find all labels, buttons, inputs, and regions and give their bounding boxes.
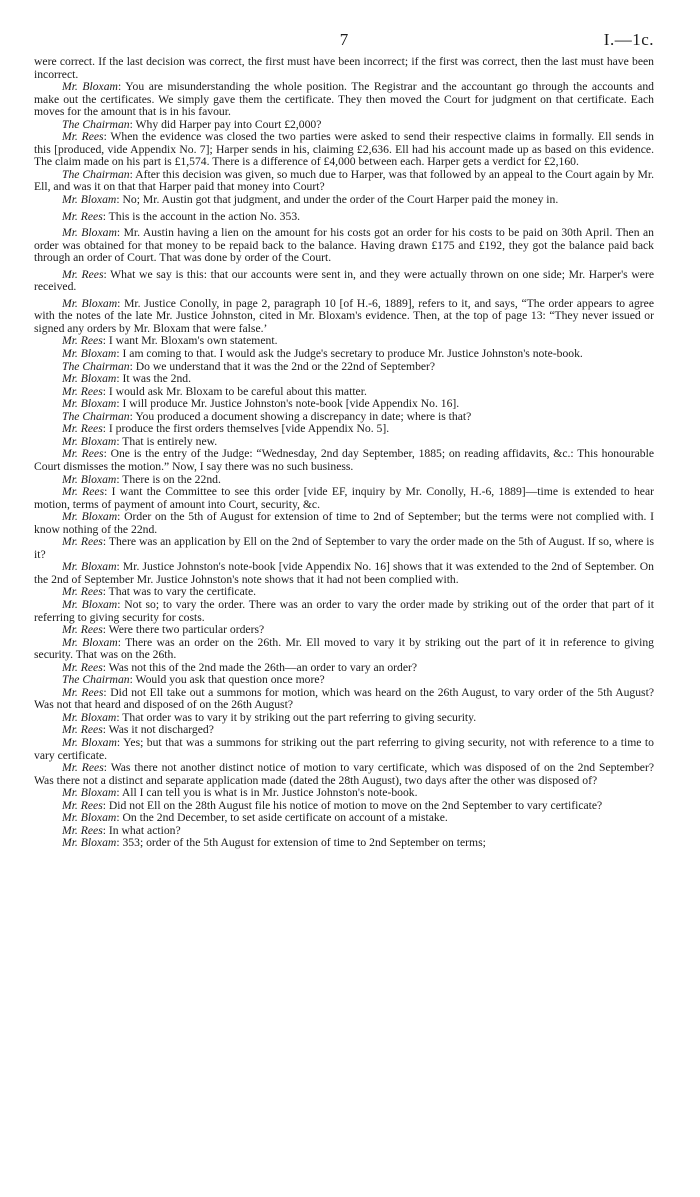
speech-text: That was to vary the certificate. [108, 585, 257, 599]
transcript-paragraph: Mr. Rees: Did not Ell take out a summons for motion, which was heard on the 26th August, to vary order of the 5th August? Was not that heard and disposed of on the 26th August? [34, 685, 654, 712]
speaker-name: Mr. Rees [62, 422, 103, 436]
transcript-paragraph: Mr. Rees: Was it not discharged? [62, 723, 214, 737]
transcript-paragraph: Mr. Bloxam: There was an order on the 26th. Mr. Ell moved to vary it by striking out the part of it in reference to giving security. That was on the 26th. [34, 635, 654, 662]
speaker-name: The Chairman [62, 117, 130, 131]
transcript-paragraph: Mr. Rees: I produce the first orders themselves [vide Appendix No. 5]. [62, 422, 390, 436]
speaker-name: Mr. Bloxam [62, 80, 118, 94]
speaker-name: Mr. Bloxam [62, 510, 118, 524]
speaker-name: Mr. Bloxam [62, 226, 117, 240]
speech-text: All I can tell you is what is in Mr. Justice Johnston's note-book. [121, 786, 418, 800]
transcript-paragraph: Mr. Bloxam: You are misunderstanding the whole position. The Registrar and the accountant go through the accounts and make out the certificates. We simply gave them the certificate. They then moved the Court for judgment on that certificate. Each moves for the amount that is in his favour. [34, 80, 654, 119]
speech-text: Mr. Justice Johnston's note-book [vide Appendix No. 16] shows that it was extended to the 2nd of September. On the 2nd of September Mr. Justice Johnston's note shows that it had not been complied with. [34, 560, 654, 586]
speech-text: Not so; to vary the order. There was an order to vary the order made by striking out of the order that part of it referring to giving security for costs. [34, 597, 654, 624]
speech-text: What we say is this: that our accounts were sent in, and they were actually thrown on one side; Mr. Harper's were received. [34, 267, 654, 294]
speech-text: I produce the first orders themselves [vide Appendix No. 5]. [108, 422, 390, 436]
speaker-name: Mr. Bloxam [62, 597, 118, 611]
speaker-name: Mr. Bloxam [62, 296, 118, 310]
speaker-name: Mr. Rees [62, 685, 104, 699]
speaker-name: The Chairman [62, 167, 130, 181]
transcript-paragraph: Mr. Bloxam: I will produce Mr. Justice Johnston's note-book [vide Appendix No. 16]. [62, 397, 460, 411]
transcript-paragraph: Mr. Bloxam: Mr. Justice Conolly, in page 2, paragraph 10 [of H.-6, 1889], refers to it, and says, “The order appears to agree with the notes of the late Mr. Justice Johnston, cited in Mr. Bloxam's evidence. Then, at the top of page 13: “They never issued or signed any orders by Mr. Bloxam that were false.’ [34, 296, 654, 335]
page-reference: I.—1c. [603, 30, 654, 49]
speech-text: No; Mr. Austin got that judgment, and under the order of the Court Harper paid the money in. [122, 193, 559, 207]
speaker-name: The Chairman [62, 359, 130, 373]
speech-text: One is the entry of the Judge: “Wednesday, 2nd day September, 1885; on reading affidavits, &c.: This honourable Court dismisses the motion.” Now, I say there was no such business. [34, 447, 654, 473]
transcript-paragraph: Mr. Rees: That was to vary the certificate. [62, 585, 257, 599]
transcript-paragraph: Mr. Rees: I want the Committee to see this order [vide EF, inquiry by Mr. Conolly, H.-6, 1889]—time is extended to hear motion, terms of payment of amount into Court, security, &c. [34, 485, 654, 511]
speaker-name: Mr. Bloxam [62, 472, 117, 486]
speech-text: I would ask Mr. Bloxam to be careful about this matter. [108, 384, 367, 398]
speaker-name: The Chairman [62, 409, 130, 423]
transcript-paragraph [34, 56, 654, 81]
transcript-paragraph: Mr. Rees: This is the account in the action No. 353. [62, 209, 301, 223]
speech-text: Were there two particular orders? [108, 623, 265, 637]
transcript-paragraph: Mr. Rees: One is the entry of the Judge: “Wednesday, 2nd day September, 1885; on reading affidavits, &c.: This honourable Court dismisses the motion.” Now, I say there was no such business. [34, 447, 654, 473]
transcript-paragraph: Mr. Bloxam: Yes; but that was a summons for striking out the part referring to giving security, not with reference to a time to vary certificate. [34, 735, 654, 762]
transcript-paragraph: The Chairman: Why did Harper pay into Court £2,000? [62, 117, 322, 131]
transcript-paragraph: Mr. Rees: I want Mr. Bloxam's own statement. [62, 334, 278, 348]
transcript-paragraph: Mr. Rees: There was an application by Ell on the 2nd of September to vary the order made on the 5th of August. If so, where is it? [34, 535, 655, 561]
speaker-name: Mr. Bloxam [62, 710, 117, 724]
transcript-paragraph: The Chairman: Would you ask that question once more? [62, 673, 325, 687]
speech-text: After this decision was given, so much due to Harper, was that followed by an appeal to the Court again by Mr. Ell, and was it on that that Harper paid that money into Court? [34, 167, 654, 194]
speech-text: I am coming to that. I would ask the Judge's secretary to produce Mr. Justice Johnston's note-book. [122, 347, 583, 361]
speaker-name: Mr. Bloxam [62, 372, 117, 386]
speaker-name: Mr. Bloxam [62, 434, 117, 448]
speaker-name: Mr. Bloxam [62, 786, 117, 800]
speech-text: 353; order of the 5th August for extension of time to 2nd September on terms; [122, 836, 486, 850]
speaker-name: Mr. Bloxam [62, 635, 118, 649]
speech-text: Yes; but that was a summons for striking out the part referring to giving security, not with reference to a time to vary certificate. [34, 735, 654, 762]
transcript-paragraph: Mr. Rees: Was not this of the 2nd made the 26th—an order to vary an order? [62, 660, 418, 674]
page-number: 7 [339, 30, 349, 49]
speaker-name: Mr. Rees [62, 761, 104, 775]
page-header [34, 30, 654, 52]
transcript-paragraph: Mr. Bloxam: It was the 2nd. [62, 372, 192, 386]
speaker-name: Mr. Rees [62, 334, 103, 348]
speaker-name: Mr. Rees [62, 585, 103, 599]
transcript-paragraph: Mr. Rees: I would ask Mr. Bloxam to be careful about this matter. [62, 384, 367, 398]
transcript-paragraph: Mr. Rees: Was there not another distinct notice of motion to vary certificate, which was disposed of on the 2nd September? Was there not a distinct and separate application made (dated the 28th August), two days after the other was disposed of? [34, 761, 654, 787]
speech-text: Mr. Austin having a lien on the amount for his costs got an order for his costs to be paid on 30th April. Then an order was obtained for that money to be repaid back to the balance. Having drawn £175 and £192, they got the balance paid back through an order of Court. That was done by order of the Court. [34, 226, 654, 265]
transcript-paragraph: Mr. Rees: Were there two particular orders? [62, 623, 265, 637]
speech-text: were correct. If the last decision was correct, the first must have been incorrect; if the first was correct, then the last must have been incorrect. [34, 55, 654, 81]
speech-text: Do we understand that it was the 2nd or the 22nd of September? [135, 359, 436, 373]
transcript-paragraph: Mr. Bloxam: That order was to vary it by striking out the part referring to giving security. [62, 710, 477, 724]
speaker-name: Mr. Rees [62, 267, 104, 281]
speech-text: You produced a document showing a discrepancy in date; where is that? [135, 409, 472, 423]
transcript-paragraph: Mr. Bloxam: Not so; to vary the order. There was an order to vary the order made by striking out of the order that part of it referring to giving security for costs. [34, 597, 654, 624]
transcript-body [34, 56, 654, 850]
transcript-paragraph: Mr. Bloxam: Mr. Austin having a lien on the amount for his costs got an order for his costs to be paid on 30th April. Then an order was obtained for that money to be repaid back to the balance. Having drawn £175 and £192, they got the balance paid back through an order of Court. That was done by order of the Court. [34, 226, 654, 265]
speaker-name: Mr. Bloxam [62, 193, 117, 207]
speech-text: You are misunderstanding the whole position. The Registrar and the accountant go through the accounts and make out the certificates. We simply gave them the certificate. They then moved the Court for judgment on that certificate. Each moves for the amount that is in his favour. [34, 80, 654, 119]
speech-text: Was not this of the 2nd made the 26th—an order to vary an order? [108, 660, 418, 674]
speech-text: There was an application by Ell on the 2nd of September to vary the order made on the 5th of August. If so, where is it? [34, 535, 655, 561]
speaker-name: Mr. Bloxam [62, 347, 117, 361]
speech-text: Order on the 5th of August for extension of time to 2nd of September; but the terms were not complied with. I know nothing of the 22nd. [34, 510, 654, 536]
speaker-name: Mr. Rees [62, 485, 105, 499]
speech-text: It was the 2nd. [122, 372, 192, 386]
speaker-name: The Chairman [62, 673, 130, 687]
transcript-paragraph: Mr. Bloxam: On the 2nd December, to set aside certificate on account of a mistake. [62, 811, 448, 825]
transcript-paragraph: Mr. Rees: What we say is this: that our accounts were sent in, and they were actually thrown on one side; Mr. Harper's were received. [34, 267, 654, 294]
speaker-name: Mr. Bloxam [62, 735, 117, 749]
speaker-name: Mr. Bloxam [62, 560, 117, 574]
transcript-paragraph: Mr. Bloxam: Mr. Justice Johnston's note-book [vide Appendix No. 16] shows that it was extended to the 2nd of September. On the 2nd of September Mr. Justice Johnston's note shows that it had not been complied with. [34, 560, 654, 586]
speaker-name: Mr. Rees [62, 623, 103, 637]
transcript-paragraph: The Chairman: After this decision was given, so much due to Harper, was that followed by an appeal to the Court again by Mr. Ell, and was it on that that Harper paid that money into Court? [34, 167, 654, 194]
speech-text: I want Mr. Bloxam's own statement. [108, 334, 278, 348]
transcript-paragraph: The Chairman: You produced a document showing a discrepancy in date; where is that? [62, 409, 472, 423]
speech-text: Was it not discharged? [108, 723, 214, 737]
speech-text: That is entirely new. [122, 434, 218, 448]
transcript-paragraph: Mr. Bloxam: All I can tell you is what is in Mr. Justice Johnston's note-book. [62, 786, 418, 800]
speaker-name: Mr. Rees [62, 660, 103, 674]
speaker-name: Mr. Rees [62, 798, 103, 812]
speech-text: On the 2nd December, to set aside certificate on account of a mistake. [122, 811, 448, 825]
speaker-name: Mr. Bloxam [62, 397, 117, 411]
speech-text: There is on the 22nd. [122, 472, 221, 486]
speaker-name: Mr. Rees [62, 447, 104, 461]
transcript-paragraph: Mr. Bloxam: I am coming to that. I would ask the Judge's secretary to produce Mr. Justice Johnston's note-book. [62, 347, 583, 361]
transcript-paragraph: Mr. Bloxam: 353; order of the 5th August for extension of time to 2nd September on terms; [62, 836, 486, 850]
speech-text: Did not Ell on the 28th August file his notice of motion to move on the 2nd September to vary certificate? [108, 798, 603, 812]
transcript-paragraph: Mr. Bloxam: Order on the 5th of August for extension of time to 2nd of September; but the terms were not complied with. I know nothing of the 22nd. [34, 510, 654, 536]
speech-text: When the evidence was closed the two parties were asked to send their respective claims in formally. Ell sends in this [produced, vide Appendix No. 7]; Harper sends in his, claiming £2,636. Ell had his account made up as based on this evidence. The claim made on his part is £1,574. There is a difference of £4,000 between each. Harper gets a verdict for £2,160. [34, 130, 655, 169]
speaker-name: Mr. Rees [62, 535, 103, 549]
transcript-paragraph: Mr. Bloxam: There is on the 22nd. [62, 472, 221, 486]
transcript-paragraph: Mr. Bloxam: That is entirely new. [62, 434, 218, 448]
speech-text: That order was to vary it by striking out the part referring to giving security. [122, 710, 477, 724]
transcript-paragraph: Mr. Rees: Did not Ell on the 28th August file his notice of motion to move on the 2nd September to vary certificate? [62, 798, 603, 812]
speech-text: This is the account in the action No. 353. [108, 209, 301, 223]
speaker-name: Mr. Rees [62, 723, 103, 737]
speaker-name: Mr. Bloxam [62, 811, 117, 825]
speech-text: Was there not another distinct notice of motion to vary certificate, which was disposed of on the 2nd September? Was there not a distinct and separate application made (dated the 28th August), two days after the other was disposed of? [34, 761, 654, 787]
transcript-paragraph: The Chairman: Do we understand that it was the 2nd or the 22nd of September? [62, 359, 436, 373]
transcript-paragraph: Mr. Bloxam: No; Mr. Austin got that judgment, and under the order of the Court Harper paid the money in. [62, 193, 559, 207]
speech-text: Mr. Justice Conolly, in page 2, paragraph 10 [of H.-6, 1889], refers to it, and says, “The order appears to agree with the notes of the late Mr. Justice Johnston, cited in Mr. Bloxam's evidence. Then, at the top of page 13: “They never issued or signed any orders by Mr. Bloxam that were false.’ [34, 296, 654, 335]
transcript-paragraph: Mr. Rees: In what action? [62, 823, 181, 837]
speech-text: I will produce Mr. Justice Johnston's note-book [vide Appendix No. 16]. [122, 397, 460, 411]
speech-text: In what action? [108, 823, 181, 837]
speaker-name: Mr. Rees [62, 823, 103, 837]
transcript-paragraph: Mr. Rees: When the evidence was closed the two parties were asked to send their respective claims in formally. Ell sends in this [produced, vide Appendix No. 7]; Harper sends in his, claiming £2,636. Ell had his account made up as based on this evidence. The claim made on his part is £1,574. There is a difference of £4,000 between each. Harper gets a verdict for £2,160. [34, 130, 655, 169]
speech-text: Did not Ell take out a summons for motion, which was heard on the 26th August, to vary order of the 5th August? Was not that heard and disposed of on the 26th August? [34, 685, 654, 712]
speech-text: Would you ask that question once more? [135, 673, 325, 687]
speaker-name: Mr. Rees [62, 130, 104, 144]
speaker-name: Mr. Bloxam [62, 836, 117, 850]
speaker-name: Mr. Rees [62, 384, 103, 398]
speech-text: Why did Harper pay into Court £2,000? [135, 117, 322, 131]
speech-text: I want the Committee to see this order [vide EF, inquiry by Mr. Conolly, H.-6, 1889]—time is extended to hear motion, terms of payment of amount into Court, security, &c. [34, 485, 654, 511]
speaker-name: Mr. Rees [62, 209, 103, 223]
speech-text: There was an order on the 26th. Mr. Ell moved to vary it by striking out the part of it in reference to giving security. That was on the 26th. [34, 635, 654, 662]
